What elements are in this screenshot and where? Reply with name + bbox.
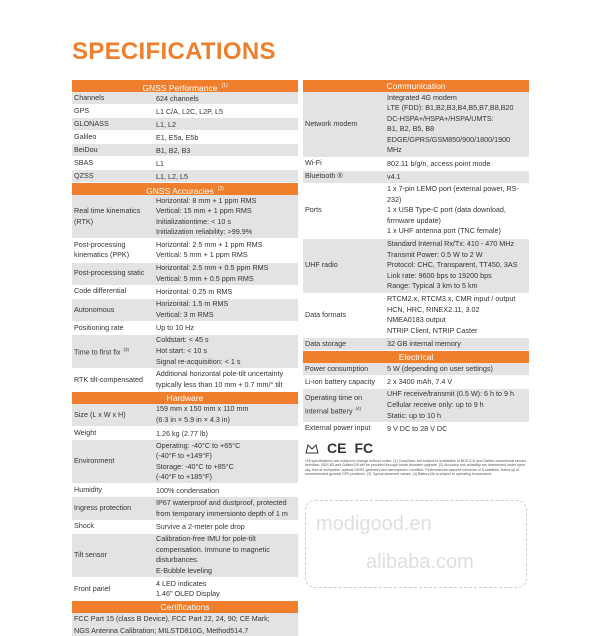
spec-label-text: Time to first fix — [74, 347, 121, 357]
spec-label — [72, 305, 156, 316]
spec-label-text: Data formats — [305, 309, 347, 319]
spec-label-text: Wi-Fi — [305, 158, 322, 168]
spec-row-front-panel — [72, 578, 298, 601]
spec-value-line: 5 W (depending on user settings) — [387, 364, 493, 374]
spec-value — [387, 294, 529, 337]
spec-value-line: Horizontal: 8 mm + 1 ppm RMS — [156, 195, 257, 205]
spec-value — [156, 286, 298, 298]
spec-value-line: HCN, HRC, RINEX2.11, 3.02 — [387, 304, 480, 314]
spec-label-text: Real time kinematics (RTK) — [74, 206, 141, 226]
spec-row-sbas — [72, 157, 298, 170]
spec-label — [72, 268, 156, 279]
spec-label — [303, 205, 387, 216]
spec-value — [156, 157, 298, 169]
spec-label — [72, 428, 156, 439]
spec-label — [72, 240, 156, 261]
spec-label-text: Autonomous — [74, 304, 115, 314]
spec-value — [387, 376, 529, 388]
spec-value-line: 32 GB internal memory — [387, 339, 461, 349]
spec-value-line: L1 C/A, L2C, L2P, L5 — [156, 106, 223, 116]
spec-label-text: Humidity — [74, 485, 102, 495]
spec-value-line: L1, L2, L5 — [156, 171, 188, 181]
spec-row-li-ion-battery-capacity — [303, 376, 529, 389]
spec-label — [303, 171, 387, 182]
spec-label-text: Network modem — [305, 118, 358, 128]
certifications-text — [72, 613, 298, 636]
spec-value-line: LTE (FDD): B1,B2,B3,B4,B5,B7,B8,B20 — [387, 103, 514, 113]
spec-label — [72, 550, 156, 561]
spec-value — [156, 299, 298, 321]
spec-label — [303, 364, 387, 375]
spec-value-line: Horizontal: 0.25 m RMS — [156, 287, 233, 297]
spec-value — [387, 389, 529, 422]
spec-value-line: 624 channels — [156, 93, 199, 103]
spec-label — [72, 456, 156, 467]
spec-label-text: Environment — [74, 456, 115, 466]
spec-row-tilt-sensor — [72, 534, 298, 578]
section-header-hardware — [72, 392, 298, 404]
spec-value-line: B1, B2, B5, B8 — [387, 124, 435, 134]
watermark: modigood.en — [316, 513, 432, 535]
spec-row-external-power-input — [303, 423, 529, 436]
spec-label — [72, 171, 156, 182]
spec-value-line: L1, L2 — [156, 119, 176, 129]
spec-value — [387, 158, 529, 170]
spec-value — [156, 195, 298, 238]
spec-value — [156, 118, 298, 130]
spec-value-line: 9 V DC to 28 V DC — [387, 424, 448, 434]
spec-value — [156, 335, 298, 368]
spec-value-line: UHF receive/transmit (0.5 W): 6 h to 9 h — [387, 389, 515, 399]
footnote-ref: (4) — [355, 406, 362, 412]
spec-value — [387, 171, 529, 183]
spec-label-text: Li-ion battery capacity — [305, 376, 375, 386]
spec-value-line: Link rate: 9600 bps to 19200 bps — [387, 270, 492, 280]
spec-label-text: Ports — [305, 205, 322, 215]
spec-label — [303, 119, 387, 130]
spec-row-code-differential — [72, 286, 298, 299]
spec-value-line: Standard Internal Rx/Tx: 410 - 470 MHz — [387, 239, 515, 249]
spec-label — [72, 584, 156, 595]
spec-label — [303, 377, 387, 388]
spec-label — [303, 423, 387, 434]
section-header-certifications — [72, 601, 298, 613]
spec-row-beidou — [72, 144, 298, 157]
spec-value — [156, 534, 298, 577]
spec-row-data-storage — [303, 338, 529, 351]
section-header-gnss-accuracies — [72, 183, 298, 195]
spec-label — [72, 132, 156, 143]
spec-label-text: QZSS — [74, 170, 94, 180]
spec-label-text: UHF radio — [305, 260, 338, 270]
spec-value-line: Additional horizontal pole-tilt uncertainty — [156, 369, 284, 379]
spec-label-text: Data storage — [305, 338, 347, 348]
spec-label — [72, 106, 156, 117]
spec-label-text: Galileo — [74, 131, 97, 141]
spec-label — [72, 521, 156, 532]
spec-value-line: Operating: -40°C to +65°C — [156, 440, 241, 450]
watermark: alibaba.com — [366, 551, 474, 573]
spec-row-real-time-kinematics-rtk — [72, 195, 298, 239]
spec-value — [156, 427, 298, 439]
section-title: Electrical — [398, 351, 434, 362]
section-title: Certifications — [160, 602, 210, 613]
section-header-gnss-performance — [72, 80, 298, 92]
spec-value-line: Storage: -40°C to +85°C — [156, 461, 234, 471]
spec-value-line: NTRIP Client, NTRIP Caster — [387, 325, 478, 335]
spec-row-wi-fi — [303, 158, 529, 171]
spec-value-line: (6.3 in × 5.9 in × 4.3 in) — [156, 415, 230, 424]
spec-label-text: Positioning rate — [74, 322, 124, 332]
spec-value — [156, 484, 298, 496]
footnote-ref: (1) — [221, 83, 228, 89]
spec-label — [303, 339, 387, 350]
spec-label-text: Ingress protection — [74, 503, 132, 513]
spec-value-line: Vertical: 3 m RMS — [156, 309, 214, 319]
spec-value — [387, 239, 529, 293]
spec-value — [156, 144, 298, 156]
spec-row-post-processing-static — [72, 263, 298, 286]
spec-value-line: EDGE/GPRS/GSM850/900/1800/1900 — [387, 134, 511, 144]
spec-value-line: Initializationtime: < 10 s — [156, 216, 231, 226]
spec-value-line: 1 x USB Type-C port (data download, — [387, 205, 506, 215]
spec-label-text: RTK tilt-compensated — [74, 374, 143, 384]
spec-label-text: Operating time on internal battery — [305, 393, 363, 416]
spec-row-glonass — [72, 118, 298, 131]
spec-row-weight — [72, 427, 298, 440]
spec-value-line: firmware update) — [387, 215, 441, 225]
section-header-electrical — [303, 351, 529, 363]
spec-label-text: Power consumption — [305, 363, 369, 373]
spec-value — [387, 92, 529, 157]
spec-row-data-formats — [303, 294, 529, 338]
spec-value-line: 100% condensation — [156, 485, 220, 495]
left-spec-table — [72, 80, 298, 636]
spec-value — [156, 322, 298, 334]
spec-value-line: Vertical: 5 mm + 0.5 ppm RMS — [156, 273, 254, 283]
spec-value-line: 1.46" OLED Display — [156, 589, 220, 599]
spec-row-size-l-x-w-x-h — [72, 404, 298, 427]
spec-value-line: Vertical: 15 mm + 1 ppm RMS — [156, 206, 252, 216]
spec-row-rtk-tilt-compensated — [72, 369, 298, 392]
spec-label-text: GPS — [74, 105, 90, 115]
spec-row-channels — [72, 92, 298, 105]
spec-value-line: Range: Typical 3 km to 5 km — [387, 281, 478, 291]
spec-label — [72, 375, 156, 386]
spec-label — [303, 260, 387, 271]
spec-label — [72, 503, 156, 514]
spec-row-network-modem — [303, 92, 529, 158]
spec-value-line: Horizontal: 1.5 m RMS — [156, 299, 229, 309]
spec-value — [387, 423, 529, 435]
spec-value-line: E-Bubble leveling — [156, 565, 212, 575]
spec-value — [156, 497, 298, 519]
spec-label — [72, 145, 156, 156]
spec-value-line: B1, B2, B3 — [156, 145, 191, 155]
spec-label — [72, 323, 156, 334]
spec-label-text: External power input — [305, 423, 371, 433]
spec-value-line: Signal re-acquisition: < 1 s — [156, 356, 241, 366]
spec-value — [156, 131, 298, 143]
spec-row-ingress-protection — [72, 497, 298, 520]
spec-row-shock — [72, 521, 298, 534]
spec-value-line: Static: up to 10 h — [387, 410, 441, 420]
spec-value-line: Survive a 2-meter pole drop — [156, 522, 245, 532]
spec-label — [72, 410, 156, 421]
spec-value — [156, 404, 298, 426]
spec-row-post-processing-kinematics-ppk — [72, 239, 298, 262]
right-spec-rows — [303, 80, 529, 436]
spec-value-line: 232) — [387, 194, 402, 204]
spec-label — [72, 119, 156, 130]
spec-value-line: 1.26 kg (2.77 lb) — [156, 428, 208, 438]
right-spec-table — [303, 80, 529, 477]
spec-value-line: Calibration-free IMU for pole-tilt — [156, 534, 256, 544]
spec-value-line: Integrated 4G modem — [387, 92, 457, 102]
spec-row-power-consumption — [303, 363, 529, 376]
spec-value-line: RTCM2.x, RTCM3.x, CMR input / output — [387, 294, 516, 303]
footnotes: *All specifications are subject to change without notice. (1) Compliant, but subject to availability of BDS ICD and Galileo commercial service definition. BDS B3 and Galileo E6 will be provided through future firmware upgrade. (2) Accuracy and reliability are determined under open sky, free of multipaths, optimal GNSS geometry and atmospheric condition. Performances assume minimum of 5 satellites, follow up of recommended general GPS practices. (3) Typical observed values. (4) Battery life is subject to operating temperature. — [305, 458, 527, 477]
spec-value-line: Protocol: CHC, Transparent, TT450, 3AS — [387, 260, 518, 270]
spec-value-line: Horizontal: 2.5 mm + 1 ppm RMS — [156, 239, 263, 249]
section-title: Hardware — [166, 392, 204, 403]
spec-label — [72, 485, 156, 496]
section-header-communication — [303, 80, 529, 92]
ce-logo: CE — [327, 439, 347, 456]
spec-label-text: Channels — [74, 92, 105, 102]
spec-value — [156, 92, 298, 104]
spec-value-line: Vertical: 5 mm + 1 ppm RMS — [156, 250, 248, 260]
spec-value-line: v4.1 — [387, 172, 401, 182]
spec-row-operating-time-on-internal-battery — [303, 389, 529, 423]
spec-value-line: 1 x UHF antenna port (TNC female) — [387, 226, 501, 236]
spec-label — [72, 345, 156, 358]
spec-value — [156, 440, 298, 483]
spec-row-galileo — [72, 131, 298, 144]
spec-label-text: Post-processing kinematics (PPK) — [74, 239, 130, 260]
spec-label-text: Code differential — [74, 286, 127, 296]
spec-label — [303, 393, 387, 417]
spec-value-line: Cellular receive only: up to 9 h — [387, 399, 484, 409]
spec-value-line: (-40°F to +185°F) — [156, 472, 212, 482]
spec-value — [156, 105, 298, 117]
spec-value — [387, 363, 529, 375]
section-title: GNSS Accuracies — [146, 185, 214, 196]
spec-value — [156, 239, 298, 261]
spec-value — [156, 263, 298, 285]
spec-value — [156, 521, 298, 533]
spec-label — [303, 158, 387, 169]
spec-row-gps — [72, 105, 298, 118]
spec-label-text: BeiDou — [74, 144, 98, 154]
spec-value-line: 2 x 3400 mAh, 7.4 V — [387, 377, 453, 387]
spec-label — [72, 286, 156, 297]
spec-row-positioning-rate — [72, 322, 298, 335]
spec-row-time-to-first-fix — [72, 335, 298, 369]
empty-placeholder-box — [305, 500, 527, 588]
spec-label-text: Weight — [74, 427, 97, 437]
spec-value-line: DC-HSPA+/HSPA+/HSPA/UMTS: — [387, 113, 494, 123]
certification-logos — [303, 440, 529, 456]
spec-value — [156, 170, 298, 182]
spec-value-line: Up to 10 Hz — [156, 323, 194, 333]
spec-row-autonomous — [72, 299, 298, 322]
weee-icon — [305, 442, 319, 454]
spec-value-line: 1 x 7-pin LEMO port (external power, RS- — [387, 184, 519, 194]
spec-value-line: NMEA0183 output — [387, 315, 446, 325]
spec-value-line: Transmit Power: 0.5 W to 2 W — [387, 249, 483, 259]
spec-value — [387, 338, 529, 350]
spec-row-humidity — [72, 484, 298, 497]
spec-value — [387, 184, 529, 238]
spec-label-text: GLONASS — [74, 118, 109, 128]
spec-value-line: disturbances. — [156, 555, 199, 565]
spec-label — [303, 310, 387, 321]
section-title: Communication — [386, 81, 446, 91]
spec-value-line: typically less than 10 mm + 0.7 mm/° tilt — [156, 379, 283, 389]
spec-value-line: 159 mm x 150 mm x 110 mm — [156, 404, 249, 414]
cert-line: FCC Part 15 (class B Device), FCC Part 22, 24, 90; CE Mark; — [74, 614, 270, 624]
spec-value-line: Horizontal: 2.5 mm + 0.5 ppm RMS — [156, 263, 269, 273]
footnote-ref: (2) — [217, 186, 224, 192]
spec-label-text: Shock — [74, 521, 94, 531]
spec-label-text: Size (L x W x H) — [74, 409, 126, 419]
spec-value-line: E1, E5a, E5b — [156, 132, 199, 142]
spec-label — [72, 158, 156, 169]
spec-label-text: Front panel — [74, 583, 111, 593]
footnote-ref: (3) — [123, 346, 129, 352]
spec-row-bluetooth — [303, 171, 529, 184]
spec-value-line: compensation. Immune to magnetic — [156, 544, 270, 554]
spec-value-line: 4 LED indicates — [156, 578, 207, 588]
spec-value — [156, 369, 298, 391]
spec-label-text: Bluetooth ® — [305, 171, 343, 181]
spec-value-line: Coldstart: < 45 s — [156, 335, 209, 345]
spec-value-line: from temporary immersionto depth of 1 m — [156, 508, 288, 518]
spec-row-environment — [72, 440, 298, 484]
spec-label — [72, 93, 156, 104]
spec-value-line: MHz — [387, 145, 402, 155]
spec-value-line: Initialization reliability: >99.9% — [156, 227, 253, 237]
spec-value — [156, 578, 298, 600]
spec-row-ports — [303, 184, 529, 239]
fcc-logo: FC — [354, 439, 374, 456]
spec-label — [72, 206, 156, 227]
spec-label-text: Post-processing static — [74, 268, 145, 278]
page-title: SPECIFICATIONS — [72, 38, 276, 65]
spec-value-line: IP67 waterproof and dustproof, protected — [156, 497, 287, 507]
spec-label-text: Tilt sensor — [74, 550, 107, 560]
spec-value-line: 802.11 b/g/n, access point mode — [387, 159, 491, 169]
cert-line: NGS Antenna Calibration; MILSTD810G, Method514.7 — [74, 625, 249, 635]
spec-label-text: SBAS — [74, 157, 94, 167]
spec-value-line: (-40°F to +149°F) — [156, 451, 212, 461]
spec-row-uhf-radio — [303, 239, 529, 294]
section-title: GNSS Performance — [142, 82, 218, 93]
spec-value-line: L1 — [156, 158, 164, 168]
spec-value-line: Hot start: < 10 s — [156, 346, 207, 356]
spec-row-qzss — [72, 170, 298, 183]
